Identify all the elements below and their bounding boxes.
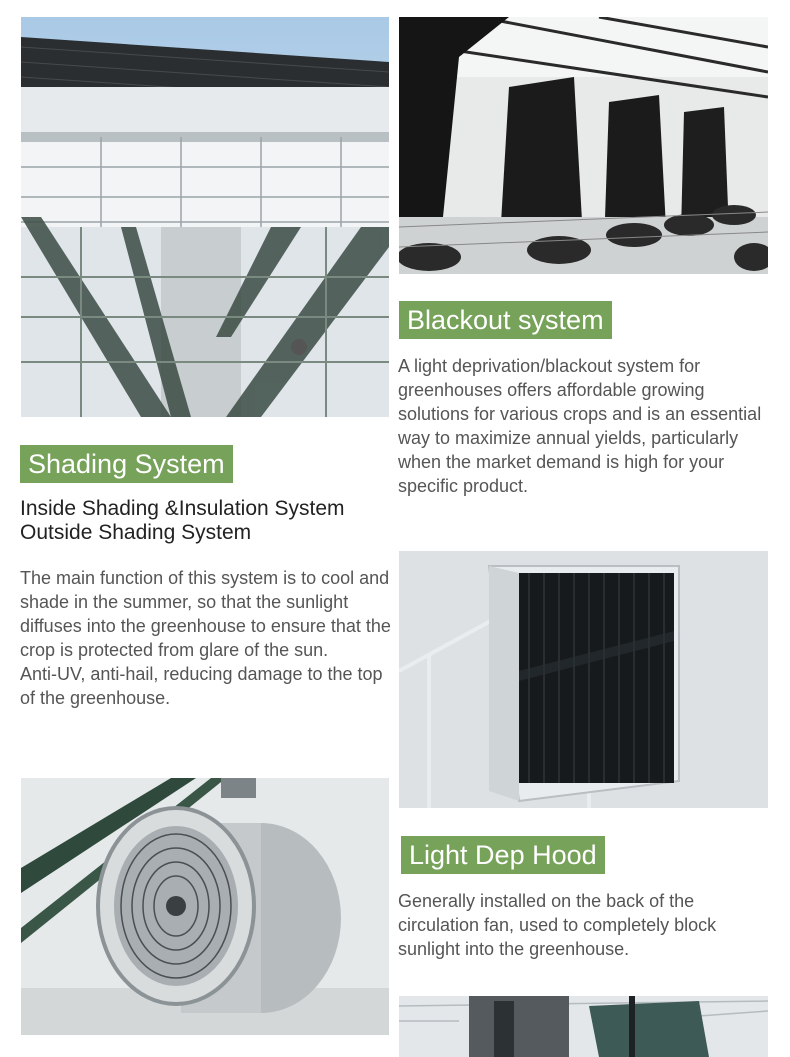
subtitle-line-outside: Outside Shading System <box>20 521 252 544</box>
blackout-description-text: A light deprivation/blackout system for greenhouses offers affordable growing solutions for various crops and is an essential way to maximize annual yields, particularly when the market demand is high for your specific product. <box>398 356 762 496</box>
light-dep-hood-description <box>398 889 768 961</box>
shading-system-badge: Shading System <box>20 445 233 483</box>
shading-system-description <box>20 566 395 710</box>
subtitle-line-inside: Inside Shading &Insulation System <box>20 497 345 520</box>
shading-system-photo <box>21 17 389 417</box>
shading-paragraph-function: The main function of this system is to cool and shade in the summer, so that the sunlight diffuses into the greenhouse to ensure that the crop is protected from glare of the sun. <box>20 568 391 660</box>
shading-system-subtitle <box>20 497 400 545</box>
blackout-system-badge: Blackout system <box>399 301 612 339</box>
equipment-photo-partial <box>399 996 768 1057</box>
blackout-system-description <box>398 354 768 498</box>
shading-paragraph-uv: Anti-UV, anti-hail, reducing damage to the top of the greenhouse. <box>20 664 383 708</box>
circulation-fan-photo <box>21 778 389 1035</box>
light-dep-hood-badge: Light Dep Hood <box>401 836 605 874</box>
blackout-system-photo <box>399 17 768 274</box>
hood-description-text: Generally installed on the back of the circulation fan, used to completely block sunlight into the greenhouse. <box>398 891 717 959</box>
light-dep-hood-photo <box>399 551 768 808</box>
